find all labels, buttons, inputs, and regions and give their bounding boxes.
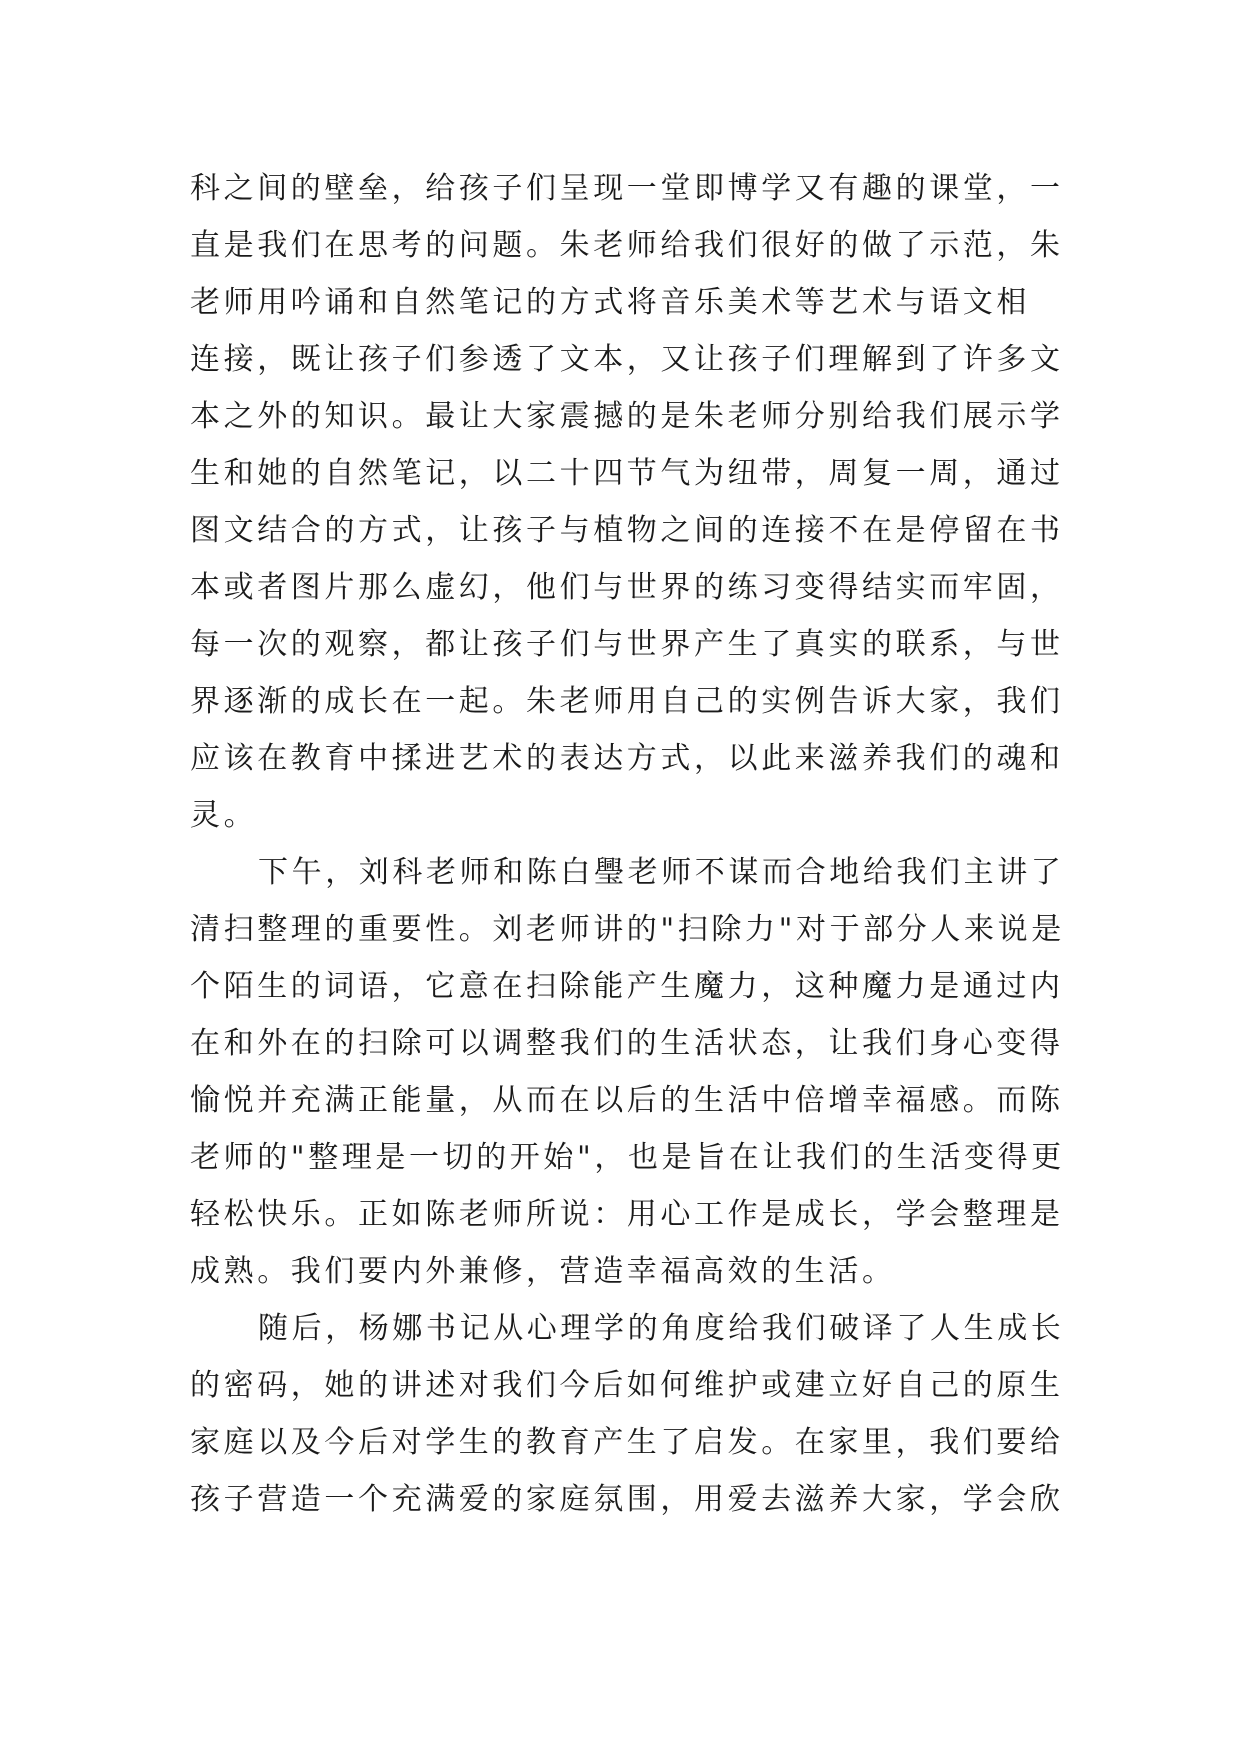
- text-line: 的密码，她的讲述对我们今后如何维护或建立好自己的原生: [190, 1368, 1064, 1403]
- text-line: 在和外在的扫除可以调整我们的生活状态，让我们身心变得: [190, 1026, 1064, 1061]
- text-line: 清扫整理的重要性。刘老师讲的"扫除力"对于部分人来说是: [190, 912, 1065, 947]
- text-line: 生和她的自然笔记，以二十四节气为纽带，周复一周，通过: [190, 456, 1064, 491]
- paragraph-1: [190, 160, 1070, 844]
- paragraph-2: [190, 844, 1070, 1300]
- text-line: 孩子营造一个充满爱的家庭氛围，用爱去滋养大家，学会欣: [190, 1482, 1064, 1517]
- text-line: 下午，刘科老师和陈白璺老师不谋而合地给我们主讲了: [258, 855, 1065, 890]
- text-line: 本之外的知识。最让大家震撼的是朱老师分别给我们展示学: [190, 399, 1064, 434]
- text-line: 愉悦并充满正能量，从而在以后的生活中倍增幸福感。而陈: [190, 1083, 1064, 1118]
- text-line: 应该在教育中揉进艺术的表达方式，以此来滋养我们的魂和: [190, 741, 1064, 776]
- text-line: 老师的"整理是一切的开始"，也是旨在让我们的生活变得更: [190, 1140, 1065, 1175]
- text-line: 图文结合的方式，让孩子与植物之间的连接不在是停留在书: [190, 513, 1064, 548]
- paragraph-3: [190, 1300, 1070, 1528]
- text-line: 随后，杨娜书记从心理学的角度给我们破译了人生成长: [258, 1311, 1065, 1346]
- text-line: 灵。: [190, 798, 258, 833]
- text-line: 界逐渐的成长在一起。朱老师用自己的实例告诉大家，我们: [190, 684, 1064, 719]
- text-line: 直是我们在思考的问题。朱老师给我们很好的做了示范，朱: [190, 228, 1064, 263]
- text-line: 连接，既让孩子们参透了文本，又让孩子们理解到了许多文: [190, 342, 1064, 377]
- text-line: 本或者图片那么虚幻，他们与世界的练习变得结实而牢固，: [190, 570, 1064, 605]
- text-line: 老师用吟诵和自然笔记的方式将音乐美术等艺术与语文相: [190, 285, 1030, 320]
- text-line: 成熟。我们要内外兼修，营造幸福高效的生活。: [190, 1254, 896, 1289]
- text-line: 每一次的观察，都让孩子们与世界产生了真实的联系，与世: [190, 627, 1064, 662]
- text-line: 轻松快乐。正如陈老师所说：用心工作是成长，学会整理是: [190, 1197, 1064, 1232]
- text-line: 科之间的壁垒，给孩子们呈现一堂即博学又有趣的课堂，一: [190, 171, 1064, 206]
- text-line: 家庭以及今后对学生的教育产生了启发。在家里，我们要给: [190, 1425, 1064, 1460]
- body-text: [190, 160, 1070, 1528]
- text-line: 个陌生的词语，它意在扫除能产生魔力，这种魔力是通过内: [190, 969, 1064, 1004]
